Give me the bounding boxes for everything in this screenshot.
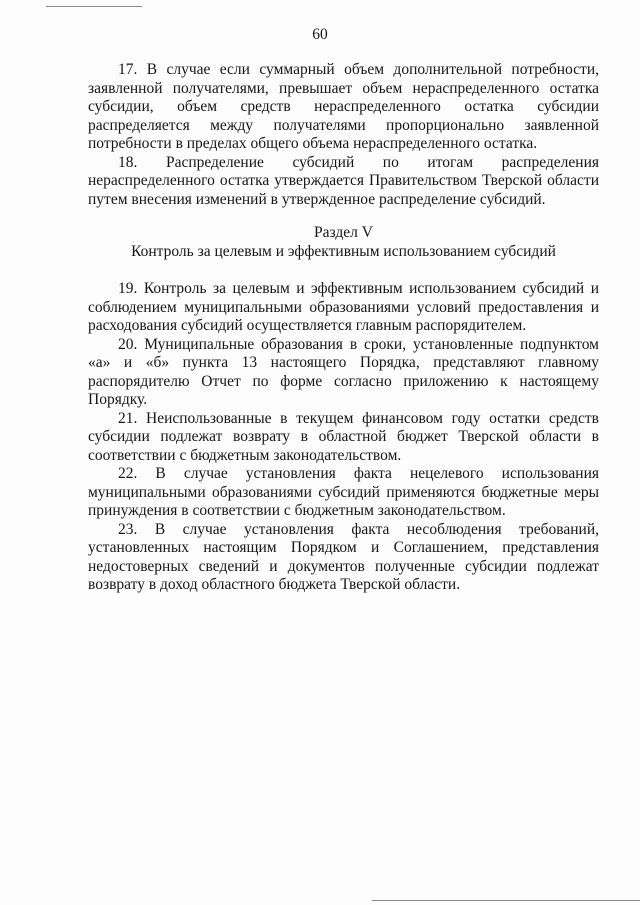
text-line: 21. Неиспользованные в текущем финансовом году остатки средств [118,409,599,427]
paragraph-20 [88,336,599,410]
paragraph-22 [88,465,599,521]
bottom-rule [372,900,640,901]
text-line: 18. Распределение субсидий по итогам распределения [118,153,599,171]
text-line: соответствии с бюджетным законодательством. [88,446,402,464]
paragraph-19 [88,280,599,336]
text-line: установленных настоящим Порядком и Соглашением, представления [88,539,599,556]
section-spacing [88,261,599,280]
text-line: распорядителю Отчет по форме согласно приложению к настоящему [88,372,599,390]
paragraph-21 [88,410,599,466]
text-line: муниципальными образованиями субсидий применяются бюджетные меры [88,483,599,501]
text-line: расходования субсидий осуществляется главным распорядителем. [88,317,527,334]
text-line: субсидии подлежат возврату в областной бюджет Тверской области в [88,428,599,445]
text-line: 22. В случае установления факта нецелевого использования [118,465,599,482]
text-line: «а» и «б» пункта 13 настоящего Порядка, представляют главному [88,354,599,371]
text-line: соблюдением муниципальными образованиями условий предоставления и [88,298,599,316]
text-line: субсидии, объем средств нераспределенного остатка субсидии [88,98,599,115]
text-line: 17. В случае если суммарный объем дополнительной потребности, [118,61,599,78]
text-line: нераспределенного остатка утверждается Правительством Тверской области [88,172,599,189]
text-line: заявленной получателями, превышает объем нераспределенного остатка [88,79,599,97]
text-line: 23. В случае установления факта несоблюдения требований, [118,520,599,538]
top-rule [46,6,142,7]
paragraph-17 [88,61,599,154]
text-line: потребности в пределах общего объема нераспределенного остатка. [88,135,538,152]
text-line: 19. Контроль за целевым и эффективным использованием субсидий и [118,280,599,297]
page-number: 60 [312,26,328,43]
paragraph-18 [88,154,599,210]
paragraph-23 [88,521,599,595]
text-line: недостоверных сведений и документов полученные субсидии подлежат [88,557,599,575]
text-line: возврату в доход областного бюджета Тверской области. [88,576,461,593]
text-line: распределяется между получателями пропорционально заявленной [88,116,599,134]
text-line: принуждения в соответствии с бюджетным законодательством. [88,502,506,519]
text-line: 20. Муниципальные образования в сроки, установленные подпунктом [118,335,599,353]
text-line: путем внесения изменений в утвержденное распределение субсидий. [88,190,546,208]
section-title: Раздел V [314,224,373,241]
section-heading [88,224,599,261]
text-line: Порядку. [88,391,148,408]
section-name: Контроль за целевым и эффективным использованием субсидий [131,242,556,260]
document-body [88,61,599,595]
